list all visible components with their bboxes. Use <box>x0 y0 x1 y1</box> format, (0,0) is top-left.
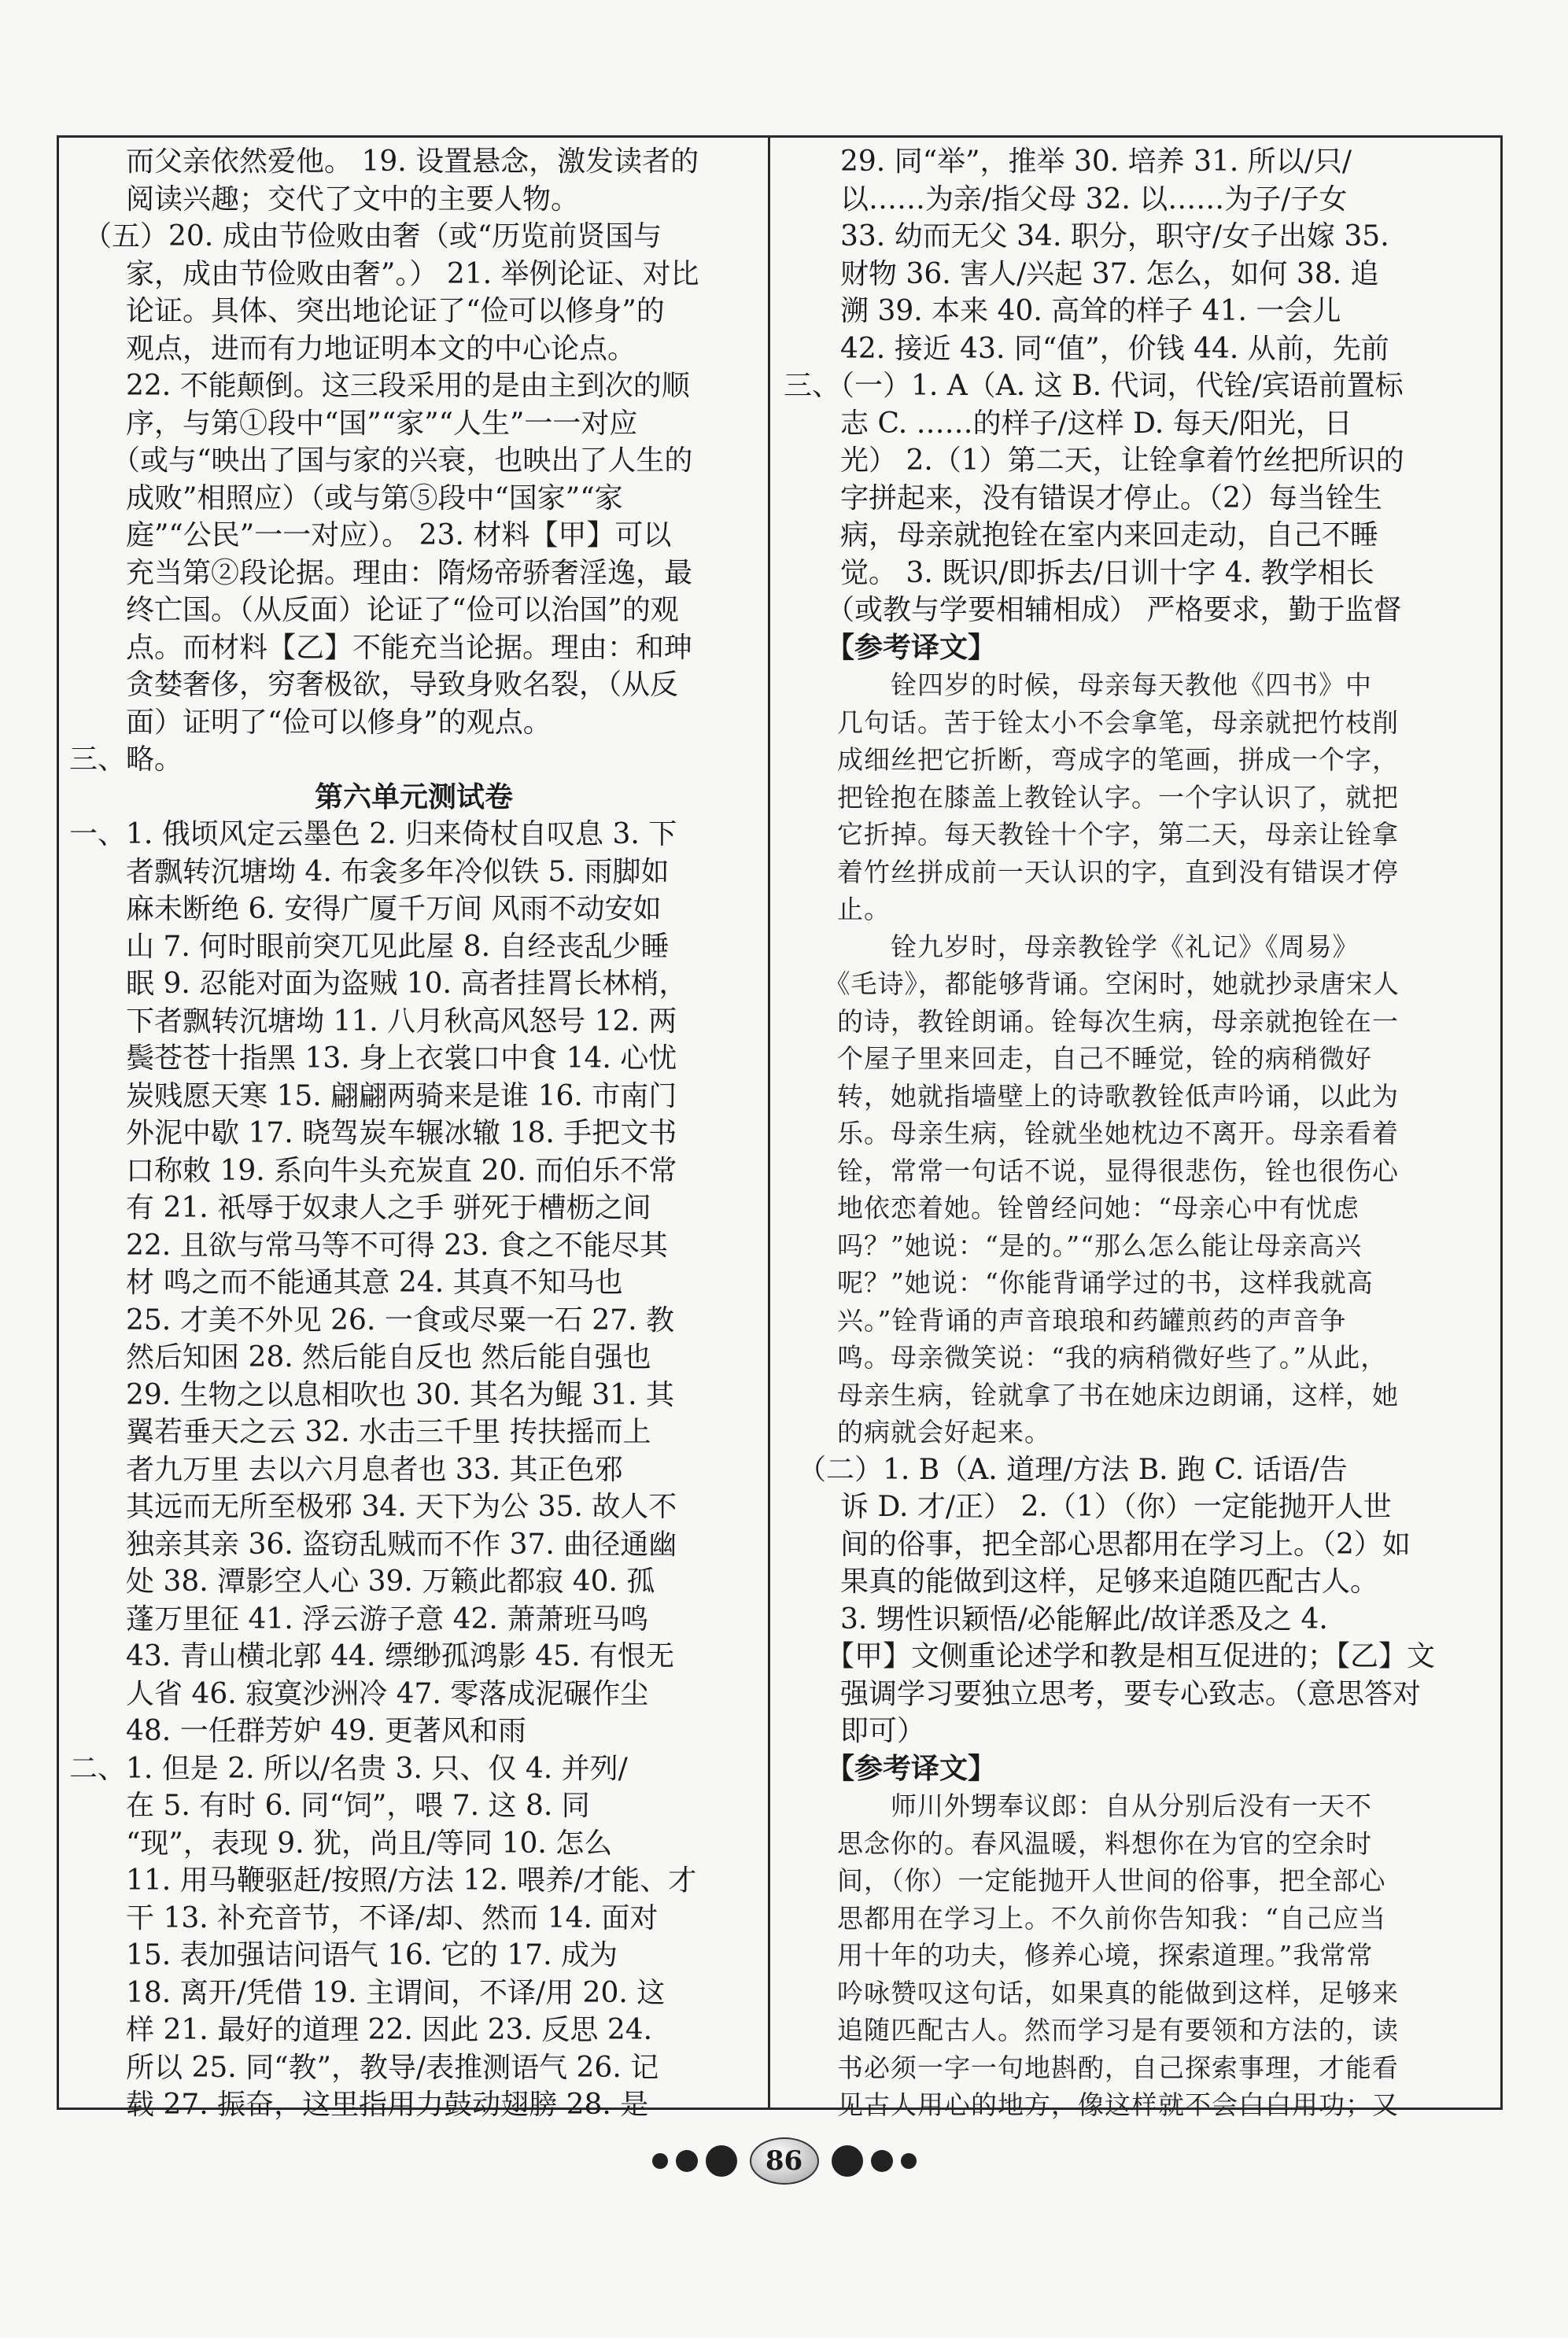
left-column-line: 三、略。 <box>69 743 183 776</box>
left-column-line: 论证。具体、突出地论证了“俭可以修身”的 <box>69 295 665 327</box>
right-column-line: 母亲生病，铨就拿了书在她床边朗诵，这样，她 <box>784 1379 1399 1411</box>
page-number: 86 <box>750 2137 819 2185</box>
right-column-line: 间，（你）一定能抛开人世间的俗事，把全部心 <box>784 1865 1386 1896</box>
left-column-line: 29. 生物之以息相吹也 30. 其名为鲲 31. 其 <box>69 1378 674 1411</box>
right-column-line: 止。 <box>784 894 891 924</box>
left-column-line: 鬓苍苍十指黑 13. 身上衣裳口中食 14. 心忧 <box>69 1042 677 1075</box>
right-column-line: 着竹丝拼成前一天认识的字，直到没有错误才停 <box>784 856 1399 887</box>
decor-dot <box>871 2150 893 2172</box>
left-column-line: 眠 9. 忍能对面为盗贼 10. 高者挂罥长林梢， <box>69 968 688 1000</box>
left-column-line: 面）证明了“俭可以修身”的观点。 <box>69 706 552 739</box>
right-column-line: 财物 36. 害人/兴起 37. 怎么，如何 38. 追 <box>784 257 1379 290</box>
left-column-line: （五）20. 成由节俭败由奢（或“历览前贤国与 <box>69 220 662 253</box>
right-column-line: 书必须一字一句地斟酌，自己探索事理，才能看 <box>784 2052 1399 2083</box>
left-column-line: 一、1. 俄顷风定云墨色 2. 归来倚杖自叹息 3. 下 <box>69 818 677 850</box>
right-column-line: 兴。”铨背诵的声音琅琅和药罐煎药的声音争 <box>784 1304 1347 1336</box>
page-footer <box>0 2133 1568 2189</box>
right-column-line: 铨，常常一句话不说，显得很悲伤，铨也很伤心 <box>784 1155 1399 1186</box>
right-column <box>784 143 1492 2124</box>
left-column <box>69 143 758 2124</box>
left-column-line: （或与“映出了国与家的兴衰，也映出了人生的 <box>69 444 693 477</box>
left-column-line: 麻未断绝 6. 安得广厦千万间 风雨不动安如 <box>69 893 662 925</box>
left-column-line: 二、1. 但是 2. 所以/名贵 3. 只、仅 4. 并列/ <box>69 1752 628 1785</box>
left-column-line: 翼若垂天之云 32. 水击三千里 抟扶摇而上 <box>69 1416 651 1448</box>
left-column-line: 载 27. 振奋，这里指用力鼓动翅膀 28. 是 <box>69 2089 649 2121</box>
right-column-line: 【甲】文侧重论述学和教是相互促进的；【乙】文 <box>784 1640 1436 1672</box>
right-column-line: 转，她就指墙壁上的诗歌教铨低声吟诵，以此为 <box>784 1080 1399 1112</box>
left-column-line: “现”，表现 9. 犹，尚且/等同 10. 怎么 <box>69 1827 613 1860</box>
right-column-line: 鸣。母亲微笑说：“我的病稍微好些了。”从此， <box>784 1342 1388 1373</box>
right-column-line: 的病就会好起来。 <box>784 1417 1051 1447</box>
right-column-line: 间的俗事，把全部心思都用在学习上。（2）如 <box>784 1528 1411 1561</box>
right-column-line: 铨四岁的时候，母亲每天教他《四书》中 <box>784 669 1372 700</box>
right-column-line: 诉 D. 才/正） 2.（1）（你）一定能抛开人世 <box>784 1491 1392 1523</box>
left-column-line: 炭贱愿天寒 15. 翩翩两骑来是谁 16. 市南门 <box>69 1079 677 1112</box>
right-column-line: 呢？”她说：“你能背诵学过的书，这样我就高 <box>784 1267 1374 1298</box>
right-column-line: 成细丝把它折断，弯成字的笔画，拼成一个字， <box>784 744 1399 775</box>
right-column-line: 病，母亲就抱铨在室内来回走动，自己不睡 <box>784 519 1379 551</box>
left-column-line: 而父亲依然爱他。 19. 设置悬念，激发读者的 <box>69 146 699 178</box>
left-column-line: 25. 才美不外见 26. 一食或尽粟一石 27. 教 <box>69 1304 674 1337</box>
left-column-line: 成败”相照应）（或与第⑤段中“国家”“家 <box>69 481 623 514</box>
right-column-line: 几句话。苦于铨太小不会拿笔，母亲就把竹枝削 <box>784 706 1399 738</box>
left-column-line: 然后知困 28. 然后能自反也 然后能自强也 <box>69 1341 651 1374</box>
right-column-line: 乐。母亲生病，铨就坐她枕边不离开。母亲看着 <box>784 1118 1399 1149</box>
left-column-line: 在 5. 有时 6. 同“饲”，喂 7. 这 8. 同 <box>69 1790 590 1822</box>
right-column-line: 字拼起来，没有错误才停止。（2）每当铨生 <box>784 481 1382 514</box>
right-column-line: 地依恋着她。铨曾经问她：“母亲心中有忧虑 <box>784 1193 1360 1223</box>
left-column-line: 口称敕 19. 系向牛头充炭直 20. 而伯乐不常 <box>69 1154 677 1187</box>
left-column-line: 22. 且欲与常马等不可得 23. 食之不能尽其 <box>69 1229 668 1262</box>
right-column-line: 见古人用心的地方，像这样就不会白白用功；又 <box>784 2089 1399 2120</box>
left-column-line: 蓬万里征 41. 浮云游子意 42. 萧萧班马鸣 <box>69 1602 649 1635</box>
right-column-line: 3. 甥性识颖悟/必能解此/故详悉及之 4. <box>784 1602 1328 1635</box>
left-column-line: 充当第②段论据。理由：隋炀帝骄奢淫逸，最 <box>69 556 693 589</box>
right-column-line: 觉。 3. 既识/即拆去/日训十字 4. 教学相长 <box>784 556 1374 589</box>
left-column-line: 点。而材料【乙】不能充当论据。理由：和珅 <box>69 631 693 664</box>
right-column-line: 42. 接近 43. 同“值”，价钱 44. 从前，先前 <box>784 332 1389 365</box>
right-column-line: 即可） <box>784 1715 926 1747</box>
decor-dot <box>676 2150 698 2172</box>
left-column-line: 者飘转沉塘坳 4. 布衾多年冷似铁 5. 雨脚如 <box>69 855 670 888</box>
left-column-line: 序，与第①段中“国”“家”“人生”一一对应 <box>69 407 638 440</box>
left-column-line: 贪婪奢侈，穷奢极欲，导致身败名裂，（从反 <box>69 669 679 701</box>
left-column-line: 者九万里 去以六月息者也 33. 其正色邪 <box>69 1453 623 1486</box>
left-column-line: 终亡国。（从反面）论证了“俭可以治国”的观 <box>69 594 679 626</box>
column-divider <box>768 135 770 2110</box>
right-column-line: 思念你的。春风温暖，料想你在为官的空余时 <box>784 1827 1372 1859</box>
left-column-line: 15. 表加强诘问语气 16. 它的 17. 成为 <box>69 1939 618 1971</box>
left-column-line: 庭”“公民”一一对应）。 23. 材料【甲】可以 <box>69 519 672 551</box>
right-column-line: 29. 同“举”，推举 30. 培养 31. 所以/只/ <box>784 146 1352 178</box>
right-column-line: 吗？”她说：“是的。”“那么怎么能让母亲高兴 <box>784 1230 1362 1261</box>
right-column-line: 以……为亲/指父母 32. 以……为子/子女 <box>784 183 1348 216</box>
right-column-line: 追随匹配古人。然而学习是有要领和方法的，读 <box>784 2015 1399 2045</box>
right-column-line: 吟咏赞叹这句话，如果真的能做到这样，足够来 <box>784 1977 1399 2008</box>
right-column-line: （或教与学要相辅相成） 严格要求，勤于监督 <box>784 594 1402 626</box>
right-column-line: 【参考译文】 <box>784 1751 997 1785</box>
right-column-line: 师川外甥奉议郎：自从分别后没有一天不 <box>784 1790 1372 1821</box>
left-column-line: 干 13. 补充音节，不译/却、然而 14. 面对 <box>69 1901 659 1934</box>
right-column-line: 溯 39. 本来 40. 高耸的样子 41. 一会儿 <box>784 295 1341 327</box>
decor-dot <box>901 2153 917 2169</box>
decor-dot <box>706 2145 737 2177</box>
right-column-line: 三、（一）1. A（A. 这 B. 代词，代铨/宾语前置标 <box>784 370 1404 402</box>
decor-dot <box>832 2145 863 2177</box>
right-column-line: 33. 幼而无父 34. 职分，职守/女子出嫁 35. <box>784 220 1389 253</box>
right-column-line: 它折掉。每天教铨十个字，第二天，母亲让铨拿 <box>784 819 1399 850</box>
left-column-line: 山 7. 何时眼前突兀见此屋 8. 自经丧乱少睡 <box>69 930 670 963</box>
right-column-line: 个屋子里来回走，自己不睡觉，铨的病稍微好 <box>784 1043 1372 1074</box>
left-column-line: 独亲其亲 36. 盗窃乱贼而不作 37. 曲径通幽 <box>69 1528 677 1561</box>
right-column-line: 【参考译文】 <box>784 630 997 664</box>
left-column-line: 第六单元测试卷 <box>314 780 513 813</box>
left-column-line: 有 21. 祇辱于奴隶人之手 骈死于槽枥之间 <box>69 1192 651 1224</box>
right-column-line: 用十年的功夫，修养心境，探索道理。”我常常 <box>784 1940 1374 1971</box>
right-column-line: 思都用在学习上。不久前你告知我：“自己应当 <box>784 1902 1386 1934</box>
left-column-line: 样 21. 最好的道理 22. 因此 23. 反思 24. <box>69 2014 653 2046</box>
right-column-line: 《毛诗》，都能够背诵。空闲时，她就抄录唐宋人 <box>784 968 1400 999</box>
left-column-line: 家，成由节俭败由奢”。） 21. 举例论证、对比 <box>69 257 699 290</box>
left-column-line: 43. 青山横北郭 44. 缥缈孤鸿影 45. 有恨无 <box>69 1640 674 1672</box>
left-column-line: 外泥中歇 17. 晓驾炭车辗冰辙 18. 手把文书 <box>69 1117 677 1149</box>
right-column-line: 把铨抱在膝盖上教铨认字。一个字认识了，就把 <box>784 781 1399 813</box>
right-column-line: 志 C. ……的样子/这样 D. 每天/阳光，日 <box>784 407 1352 440</box>
left-column-line: 所以 25. 同“教”，教导/表推测语气 26. 记 <box>69 2051 659 2084</box>
left-column-line: 处 38. 潭影空人心 39. 万籁此都寂 40. 孤 <box>69 1565 655 1598</box>
left-column-line: 阅读兴趣；交代了文中的主要人物。 <box>69 183 580 216</box>
right-column-line: （二）1. B（A. 道理/方法 B. 跑 C. 话语/告 <box>784 1453 1348 1486</box>
left-column-line: 材 鸣之而不能通其意 24. 其真不知马也 <box>69 1267 623 1299</box>
left-column-line: 人省 46. 寂寞沙洲冷 47. 零落成泥碾作尘 <box>69 1677 649 1710</box>
left-column-line: 观点，进而有力地证明本文的中心论点。 <box>69 332 636 365</box>
decor-dot <box>652 2153 668 2169</box>
left-column-line: 22. 不能颠倒。这三段采用的是由主到次的顺 <box>69 370 690 402</box>
left-column-line: 下者飘转沉塘坳 11. 八月秋高风怒号 12. 两 <box>69 1005 677 1038</box>
right-column-line: 的诗，教铨朗诵。铨每次生病，母亲就抱铨在一 <box>784 1005 1399 1037</box>
right-column-line: 果真的能做到这样，足够来追随匹配古人。 <box>784 1565 1379 1598</box>
left-column-line: 48. 一任群芳妒 49. 更著风和雨 <box>69 1715 526 1747</box>
right-column-line: 强调学习要独立思考，要专心致志。（意思答对 <box>784 1677 1422 1710</box>
right-column-line: 铨九岁时，母亲教铨学《礼记》《周易》 <box>784 931 1360 962</box>
left-column-line: 18. 离开/凭借 19. 主谓间，不译/用 20. 这 <box>69 1976 666 2009</box>
right-column-line: 光） 2.（1）第二天，让铨拿着竹丝把所识的 <box>784 444 1404 477</box>
left-column-line: 11. 用马鞭驱赶/按照/方法 12. 喂养/才能、才 <box>69 1864 697 1897</box>
left-column-line: 其远而无所至极邪 34. 天下为公 35. 故人不 <box>69 1491 677 1523</box>
